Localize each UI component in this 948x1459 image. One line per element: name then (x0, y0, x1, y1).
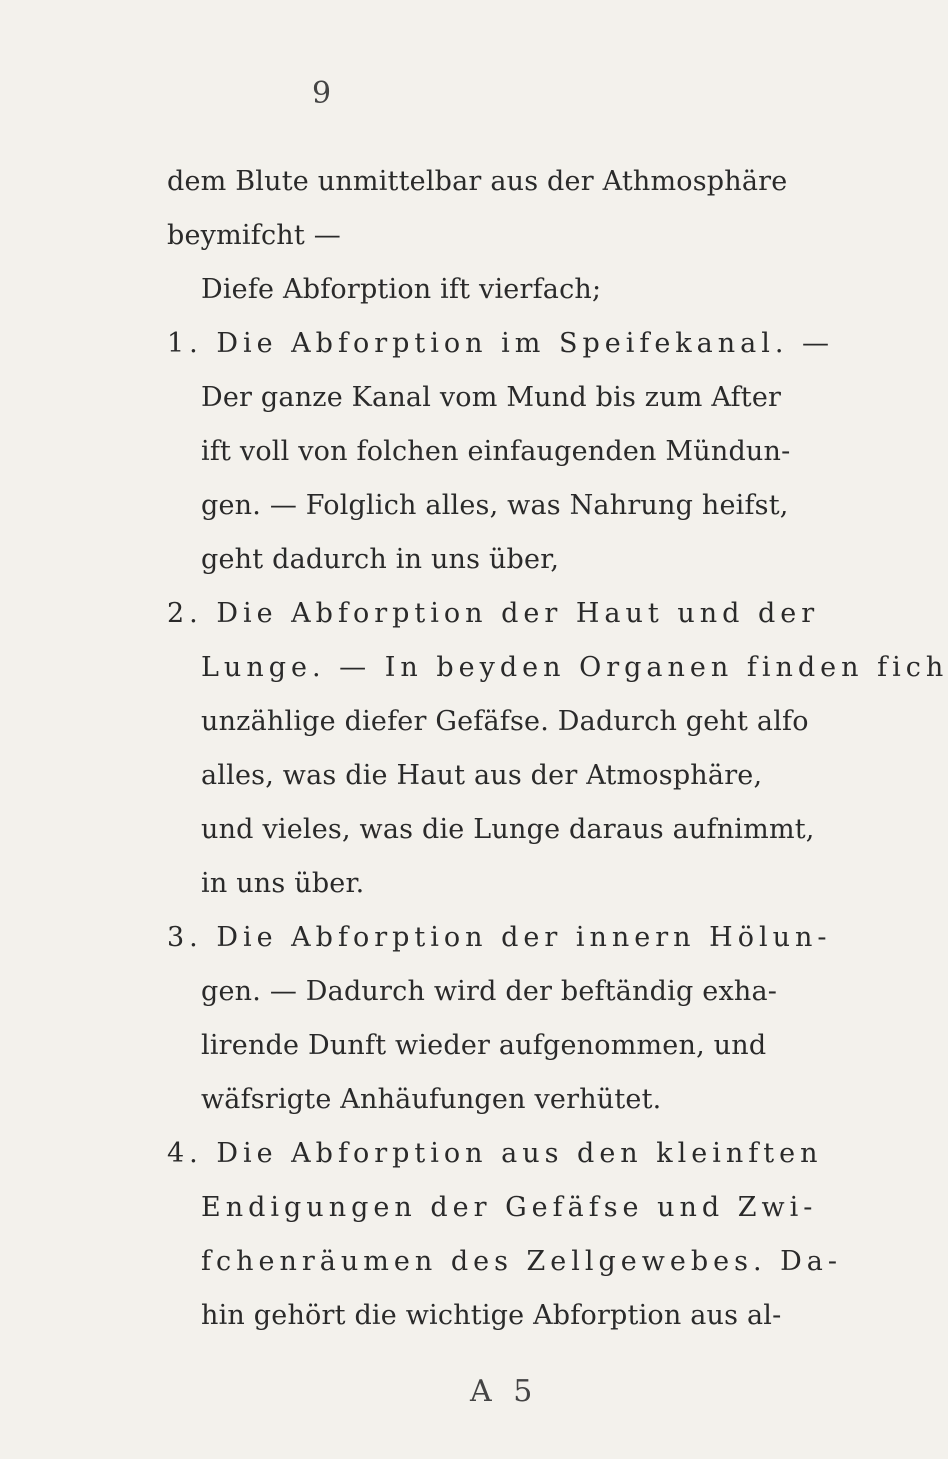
section-heading-2: 2. Die Abforption der Haut und der (167, 598, 820, 629)
text-line: dem Blute unmittelbar aus der Athmosphäre (167, 166, 788, 197)
signature-mark: A 5 (470, 1374, 539, 1409)
text-line: unzählige diefer Gefäfse. Dadurch geht alfo (201, 706, 809, 737)
text-line: Der ganze Kanal vom Mund bis zum After (201, 382, 782, 413)
section-heading-1: 1. Die Abforption im Speifekanal. — (167, 328, 835, 359)
text-line: wäfsrigte Anhäufungen verhütet. (201, 1084, 662, 1115)
section-heading-4: 4. Die Abforption aus den kleinften (167, 1138, 823, 1169)
page-number: 9 (312, 76, 332, 111)
section-heading-3: 3. Die Abforption der innern Hölun- (167, 922, 832, 953)
text-line: Lunge. — In beyden Organen finden fich (201, 652, 948, 683)
text-line: in uns über. (201, 868, 365, 899)
text-line: lirende Dunft wieder aufgenommen, und (201, 1030, 767, 1061)
text-line: Diefe Abforption ift vierfach; (201, 274, 602, 305)
text-line: geht dadurch in uns über, (201, 544, 560, 575)
text-line: und vieles, was die Lunge daraus aufnimmt, (201, 814, 815, 845)
text-line: beymifcht — (167, 220, 341, 251)
text-line: hin gehört die wichtige Abforption aus al- (201, 1300, 782, 1331)
text-line: gen. — Dadurch wird der beftändig exha- (201, 976, 778, 1007)
text-line: Endigungen der Gefäfse und Zwi- (201, 1192, 818, 1223)
text-line: ift voll von folchen einfaugenden Mündun- (201, 436, 791, 467)
text-line: gen. — Folglich alles, was Nahrung heifst, (201, 490, 789, 521)
text-line: fchenräumen des Zellgewebes. Da- (201, 1246, 843, 1277)
text-line: alles, was die Haut aus der Atmosphäre, (201, 760, 763, 791)
